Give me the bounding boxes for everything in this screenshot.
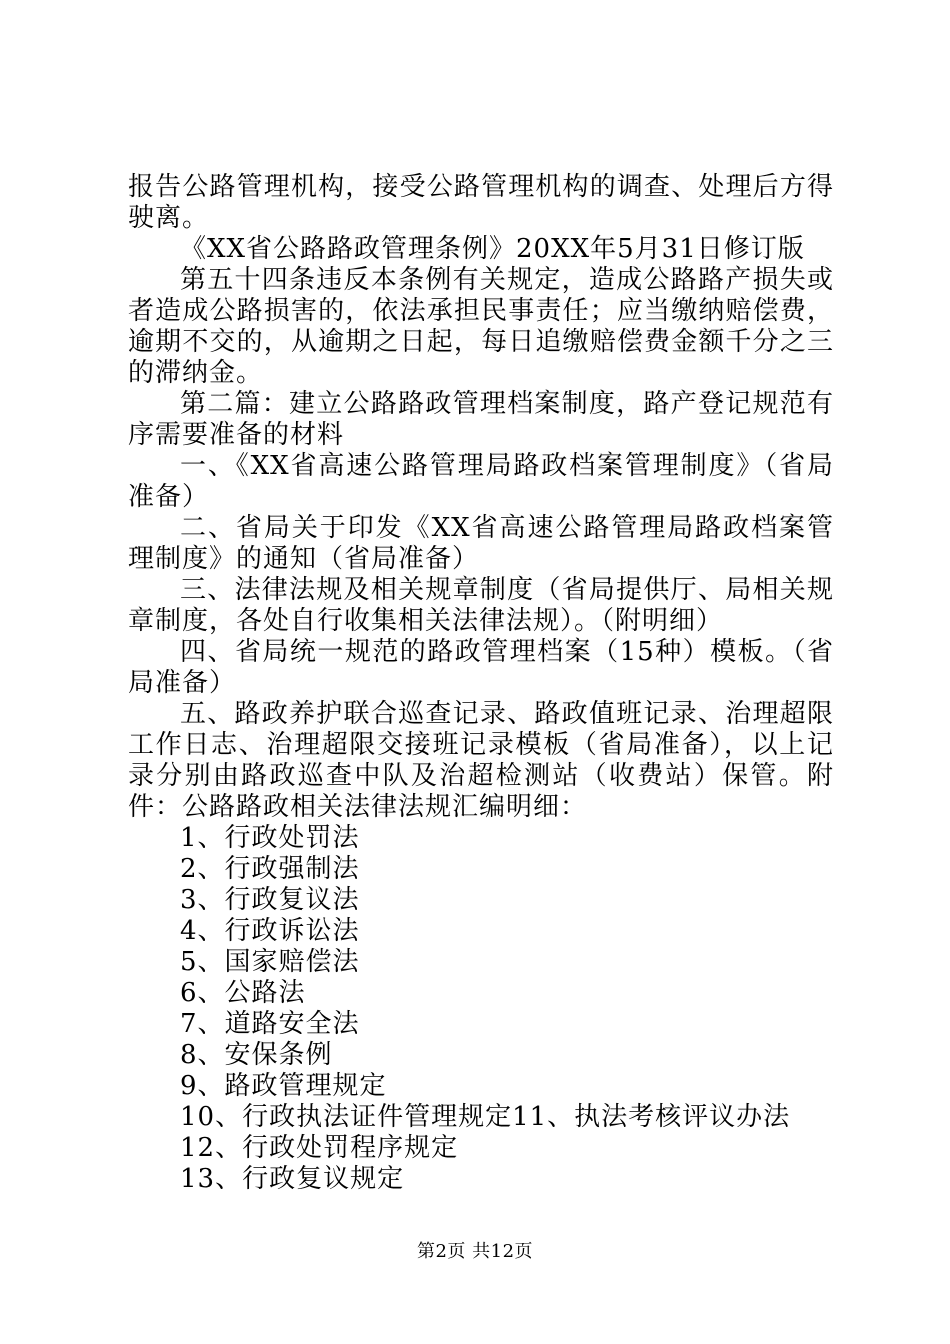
list-item: 1、行政处罚法 — [180, 823, 360, 853]
paragraph: 四、省局统一规范的路政管理档案（15种）模板。（省局准备） — [128, 637, 834, 698]
page-number-footer: 第2页 共12页 — [416, 1241, 534, 1262]
paragraph: 第二篇：建立公路路政管理档案制度，路产登记规范有序需要准备的材料 — [128, 389, 834, 450]
law-list — [128, 823, 834, 1195]
list-item: 7、道路安全法 — [180, 1009, 360, 1039]
paragraph: 五、路政养护联合巡查记录、路政值班记录、治理超限工作日志、治理超限交接班记录模板（省局准备），以上记录分别由路政巡查中队及治超检测站（收费站）保管。附件：公路路政相关法律法规汇编明细： — [128, 699, 834, 822]
list-item: 3、行政复议法 — [180, 885, 360, 915]
list-item: 2、行政强制法 — [180, 854, 360, 884]
list-item: 4、行政诉讼法 — [180, 916, 360, 946]
list-item: 6、公路法 — [180, 978, 306, 1008]
paragraph: 二、省局关于印发《XX省高速公路管理局路政档案管理制度》的通知（省局准备） — [128, 513, 834, 574]
list-item: 8、安保条例 — [180, 1040, 333, 1070]
list-item: 12、行政处罚程序规定 — [180, 1133, 459, 1163]
document-body — [128, 172, 834, 1195]
paragraph: 一、《XX省高速公路管理局路政档案管理制度》（省局准备） — [128, 451, 834, 512]
list-item: 5、国家赔偿法 — [180, 947, 360, 977]
paragraph: 第五十四条违反本条例有关规定，造成公路路产损失或者造成公路损害的，依法承担民事责任；应当缴纳赔偿费，逾期不交的，从逾期之日起，每日追缴赔偿费金额千分之三的滞纳金。 — [128, 265, 834, 388]
list-item: 13、行政复议规定 — [180, 1164, 405, 1194]
list-item: 9、路政管理规定 — [180, 1071, 387, 1101]
paragraph: 《XX省公路路政管理条例》20XX年5月31日修订版 — [180, 234, 805, 264]
list-item: 10、行政执法证件管理规定11、执法考核评议办法 — [180, 1102, 791, 1132]
paragraph: 报告公路管理机构，接受公路管理机构的调查、处理后方得驶离。 — [128, 172, 834, 233]
paragraph: 三、法律法规及相关规章制度（省局提供厅、局相关规章制度，各处自行收集相关法律法规）。（附明细） — [128, 575, 834, 636]
